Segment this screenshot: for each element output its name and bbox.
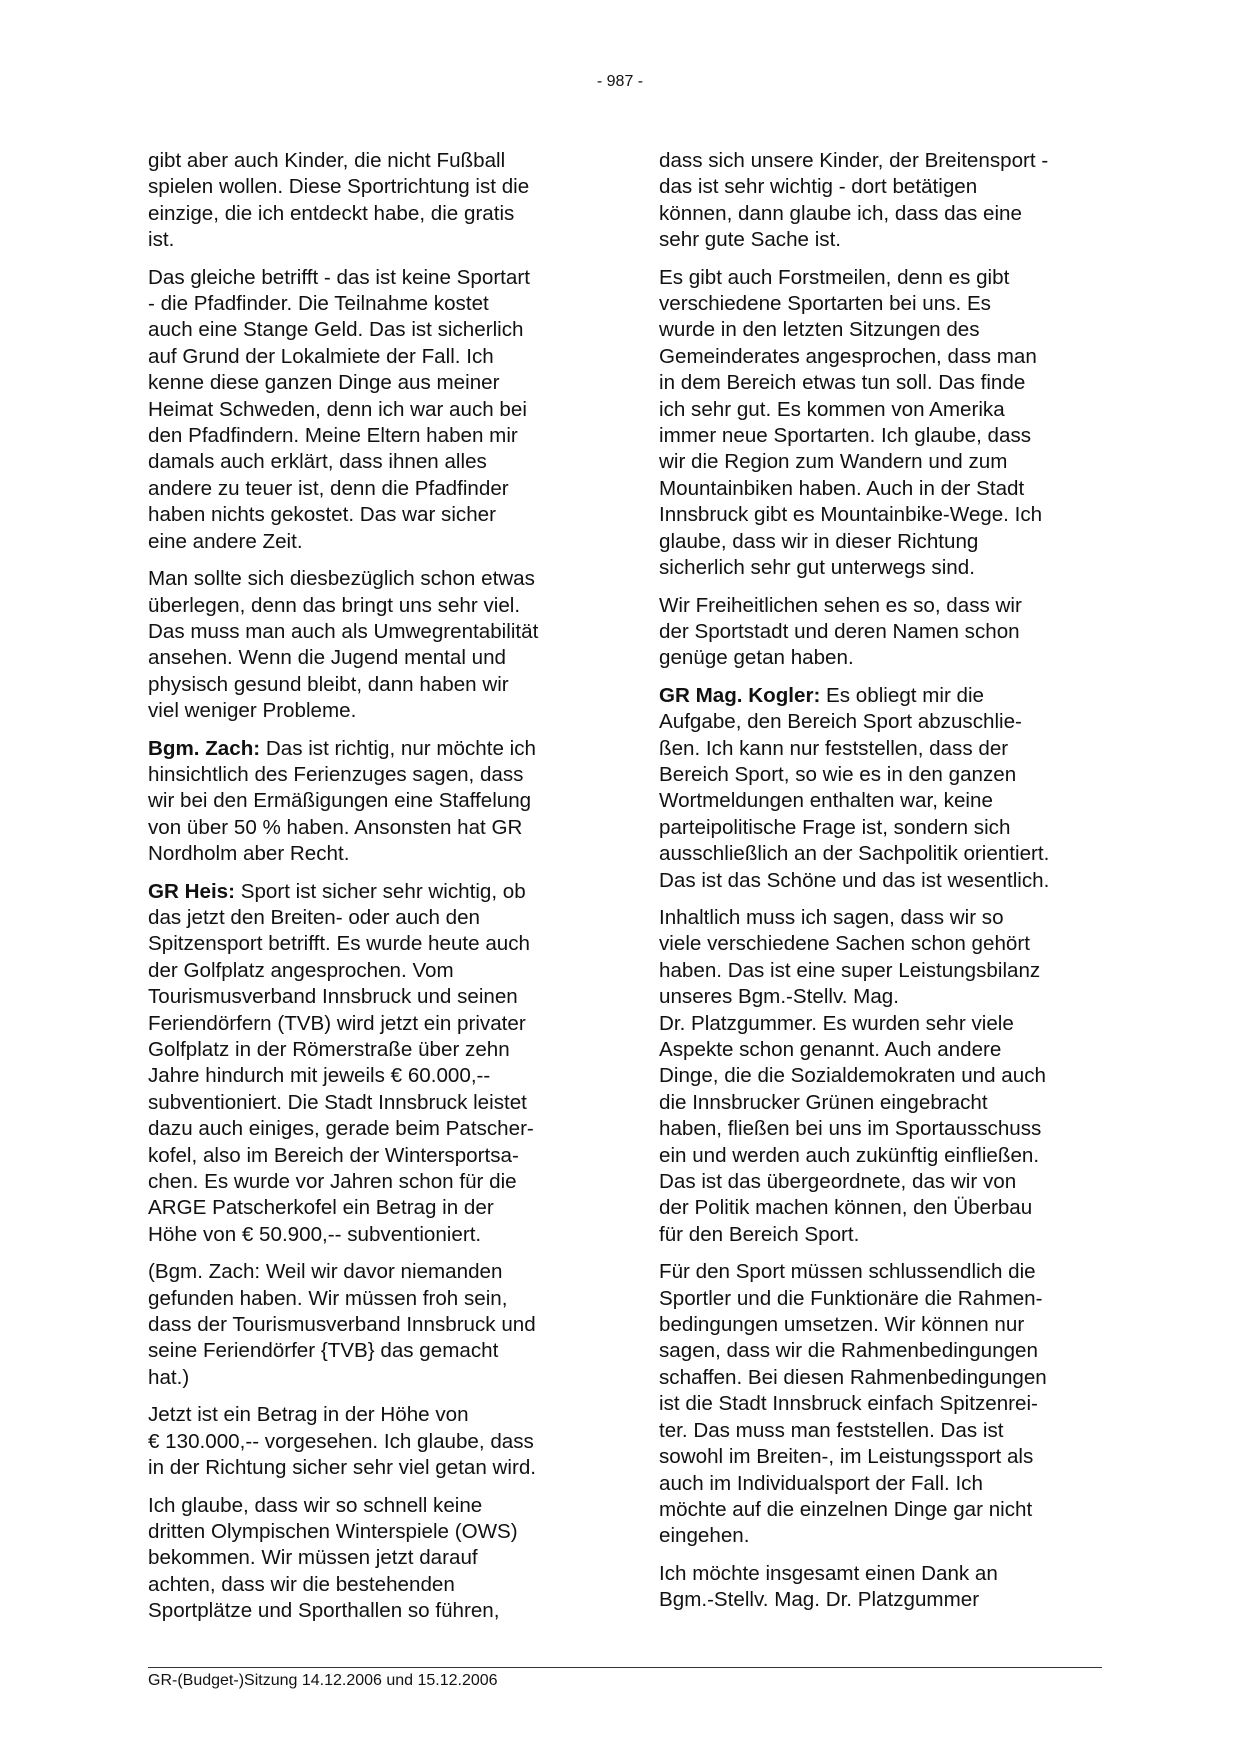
- text-line: unseres Bgm.-Stellv. Mag.: [659, 985, 899, 1009]
- text-line: genüge getan haben.: [659, 646, 854, 670]
- text-line: Spitzensport betrifft. Es wurde heute auch: [148, 932, 530, 956]
- text-line: die Innsbrucker Grünen eingebracht: [659, 1090, 988, 1114]
- text-line: auch eine Stange Geld. Das ist sicherlich: [148, 318, 524, 342]
- text-line: spielen wollen. Diese Sportrichtung ist die: [148, 175, 530, 199]
- paragraph: [148, 265, 598, 555]
- text-line: wurde in den letzten Sitzungen des: [659, 318, 980, 342]
- text-line: der Golfplatz angesprochen. Vom: [148, 958, 454, 982]
- text-line: Bereich Sport, so wie es in den ganzen: [659, 762, 1017, 786]
- text-line: Ich möchte insgesamt einen Dank an: [659, 1561, 998, 1585]
- text-line: dass sich unsere Kinder, der Breitensport -: [659, 149, 1049, 172]
- text-line: der Sportstadt und deren Namen schon: [659, 619, 1020, 643]
- text-line: ausschließlich an der Sachpolitik orientiert.: [659, 842, 1050, 866]
- text-line: subventioniert. Die Stadt Innsbruck leistet: [148, 1090, 527, 1114]
- text-line: ßen. Ich kann nur feststellen, dass der: [659, 736, 1009, 760]
- paragraph: [659, 148, 1109, 254]
- text-line: sicherlich sehr gut unterwegs sind.: [659, 556, 975, 580]
- text-line: Bgm.-Stellv. Mag. Dr. Platzgummer: [659, 1588, 980, 1612]
- text-line: € 130.000,-- vorgesehen. Ich glaube, dass: [148, 1429, 534, 1453]
- text-line: sowohl im Breiten-, im Leistungssport als: [659, 1445, 1034, 1469]
- text-line: Nordholm aber Recht.: [148, 842, 350, 866]
- text-line: gefunden haben. Wir müssen froh sein,: [148, 1286, 508, 1310]
- text-line: eingehen.: [659, 1524, 750, 1548]
- text-line: für den Bereich Sport.: [659, 1222, 860, 1246]
- text-line: Höhe von € 50.900,-- subventioniert.: [148, 1222, 482, 1246]
- text-line: in dem Bereich etwas tun soll. Das finde: [659, 371, 1026, 395]
- text-line: sagen, dass wir die Rahmenbedingungen: [659, 1339, 1038, 1363]
- paragraph: [659, 1561, 1109, 1614]
- left-column: [148, 148, 598, 1636]
- text-line: physisch gesund bleibt, dann haben wir: [148, 672, 509, 696]
- text-line: immer neue Sportarten. Ich glaube, dass: [659, 424, 1032, 448]
- text-line: Das gleiche betrifft - das ist keine Sportart: [148, 265, 530, 289]
- text-line: können, dann glaube ich, dass das eine: [659, 201, 1022, 225]
- text-line: bedingungen umsetzen. Wir können nur: [659, 1313, 1025, 1337]
- text-line: Aspekte schon genannt. Auch andere: [659, 1038, 1002, 1061]
- footer-session-title: GR-(Budget-)Sitzung 14.12.2006 und 15.12.2006: [148, 1672, 498, 1689]
- text-line: Jetzt ist ein Betrag in der Höhe von: [148, 1403, 469, 1427]
- text-line: eine andere Zeit.: [148, 529, 303, 553]
- paragraph: [659, 1259, 1109, 1549]
- text-line: Feriendörfern (TVB) wird jetzt ein privater: [148, 1011, 526, 1035]
- text-line: kenne diese ganzen Dinge aus meiner: [148, 371, 500, 395]
- text-line: Golfplatz in der Römerstraße über zehn: [148, 1038, 510, 1061]
- text-line: Wir Freiheitlichen sehen es so, dass wir: [659, 593, 1022, 617]
- text-line: Tourismusverband Innsbruck und seinen: [148, 985, 518, 1009]
- text-line: Sportplätze und Sporthallen so führen,: [148, 1599, 500, 1623]
- text-line: haben nichts gekostet. Das war sicher: [148, 503, 496, 527]
- text-line: auch im Individualsport der Fall. Ich: [659, 1471, 983, 1495]
- text-line: Dr. Platzgummer. Es wurden sehr viele: [659, 1011, 1014, 1035]
- text-line: ist.: [148, 228, 175, 252]
- speaker-label: GR Heis:: [148, 879, 235, 903]
- text-line: Inhaltlich muss ich sagen, dass wir so: [659, 905, 1004, 929]
- text-line: ist die Stadt Innsbruck einfach Spitzenrei-: [659, 1392, 1038, 1416]
- text-line: Das ist richtig, nur möchte ich: [260, 736, 536, 760]
- text-line: ARGE Patscherkofel ein Betrag in der: [148, 1196, 494, 1220]
- footer-divider: [148, 1667, 1102, 1668]
- text-line: den Pfadfindern. Meine Eltern haben mir: [148, 424, 518, 448]
- text-line: sehr gute Sache ist.: [659, 228, 842, 252]
- paragraph: [148, 1259, 598, 1391]
- paragraph: [148, 566, 598, 724]
- text-line: überlegen, denn das bringt uns sehr viel.: [148, 593, 521, 617]
- paragraph: [148, 879, 598, 1249]
- text-line: seine Feriendörfer {TVB} das gemacht: [148, 1339, 499, 1363]
- text-line: Sportler und die Funktionäre die Rahmen-: [659, 1286, 1043, 1310]
- paragraph: [148, 1402, 598, 1481]
- text-line: achten, dass wir die bestehenden: [148, 1572, 455, 1596]
- paragraph: [659, 593, 1109, 672]
- text-line: Das muss man auch als Umwegrentabilität: [148, 619, 539, 643]
- speaker-label: GR Mag. Kogler:: [659, 683, 821, 707]
- text-line: Dinge, die die Sozialdemokraten und auch: [659, 1064, 1046, 1088]
- text-line: in der Richtung sicher sehr viel getan wird.: [148, 1456, 537, 1480]
- text-line: chen. Es wurde vor Jahren schon für die: [148, 1170, 517, 1194]
- text-line: dritten Olympischen Winterspiele (OWS): [148, 1519, 518, 1543]
- paragraph: [148, 148, 598, 254]
- text-line: schaffen. Bei diesen Rahmenbedingungen: [659, 1365, 1047, 1389]
- text-line: das ist sehr wichtig - dort betätigen: [659, 175, 978, 199]
- text-line: der Politik machen können, den Überbau: [659, 1196, 1033, 1220]
- text-line: Sport ist sicher sehr wichtig, ob: [234, 879, 526, 903]
- text-line: ter. Das muss man feststellen. Das ist: [659, 1418, 1004, 1442]
- text-line: möchte auf die einzelnen Dinge gar nicht: [659, 1497, 1033, 1521]
- text-line: Für den Sport müssen schlussendlich die: [659, 1260, 1036, 1284]
- text-line: haben, fließen bei uns im Sportausschuss: [659, 1117, 1042, 1141]
- text-line: wir die Region zum Wandern und zum: [659, 450, 1008, 474]
- text-line: kofel, also im Bereich der Wintersportsa-: [148, 1143, 519, 1167]
- text-line: hat.): [148, 1365, 190, 1389]
- text-line: ansehen. Wenn die Jugend mental und: [148, 646, 506, 670]
- text-line: ich sehr gut. Es kommen von Amerika: [659, 397, 1005, 421]
- text-line: hinsichtlich des Ferienzuges sagen, dass: [148, 762, 524, 786]
- text-line: bekommen. Wir müssen jetzt darauf: [148, 1546, 478, 1570]
- page-number: - 987 -: [596, 73, 644, 90]
- text-line: einzige, die ich entdeckt habe, die gratis: [148, 201, 515, 225]
- text-line: Es gibt auch Forstmeilen, denn es gibt: [659, 265, 1010, 289]
- text-line: Aufgabe, den Bereich Sport abzuschlie-: [659, 710, 1022, 734]
- text-line: haben. Das ist eine super Leistungsbilanz: [659, 958, 1041, 982]
- text-line: Jahre hindurch mit jeweils € 60.000,--: [148, 1064, 491, 1088]
- text-line: ein und werden auch zukünftig einfließen.: [659, 1143, 1040, 1167]
- right-column: [659, 148, 1109, 1625]
- text-line: (Bgm. Zach: Weil wir davor niemanden: [148, 1260, 503, 1284]
- text-line: Man sollte sich diesbezüglich schon etwas: [148, 567, 535, 591]
- paragraph: [148, 736, 598, 868]
- paragraph: [659, 905, 1109, 1248]
- text-line: Heimat Schweden, denn ich war auch bei: [148, 397, 527, 421]
- text-line: Das ist das Schöne und das ist wesentlich.: [659, 868, 1050, 892]
- text-line: dazu auch einiges, gerade beim Patscher-: [148, 1117, 534, 1141]
- paragraph: [148, 1493, 598, 1625]
- text-line: dass der Tourismusverband Innsbruck und: [148, 1313, 536, 1337]
- text-line: Mountainbiken haben. Auch in der Stadt: [659, 476, 1025, 500]
- text-line: glaube, dass wir in dieser Richtung: [659, 529, 979, 553]
- text-line: von über 50 % haben. Ansonsten hat GR: [148, 815, 523, 839]
- paragraph: [659, 683, 1109, 894]
- text-line: - die Pfadfinder. Die Teilnahme kostet: [148, 292, 489, 316]
- text-line: Das ist das übergeordnete, das wir von: [659, 1170, 1017, 1194]
- text-line: parteipolitische Frage ist, sondern sich: [659, 815, 1011, 839]
- text-line: das jetzt den Breiten- oder auch den: [148, 905, 481, 929]
- text-line: gibt aber auch Kinder, die nicht Fußball: [148, 149, 506, 172]
- text-line: wir bei den Ermäßigungen eine Staffelung: [148, 789, 532, 813]
- text-line: auf Grund der Lokalmiete der Fall. Ich: [148, 344, 494, 368]
- text-line: viele verschiedene Sachen schon gehört: [659, 932, 1030, 956]
- text-line: Es obliegt mir die: [820, 683, 985, 707]
- text-line: andere zu teuer ist, denn die Pfadfinder: [148, 476, 509, 500]
- text-line: viel weniger Probleme.: [148, 699, 357, 723]
- text-line: Innsbruck gibt es Mountainbike-Wege. Ich: [659, 503, 1043, 527]
- text-line: Gemeinderates angesprochen, dass man: [659, 344, 1037, 368]
- text-line: Ich glaube, dass wir so schnell keine: [148, 1493, 483, 1517]
- text-line: damals auch erklärt, dass ihnen alles: [148, 450, 487, 474]
- text-line: Wortmeldungen enthalten war, keine: [659, 789, 993, 813]
- paragraph: [659, 265, 1109, 582]
- speaker-label: Bgm. Zach:: [148, 736, 261, 760]
- text-line: verschiedene Sportarten bei uns. Es: [659, 292, 991, 316]
